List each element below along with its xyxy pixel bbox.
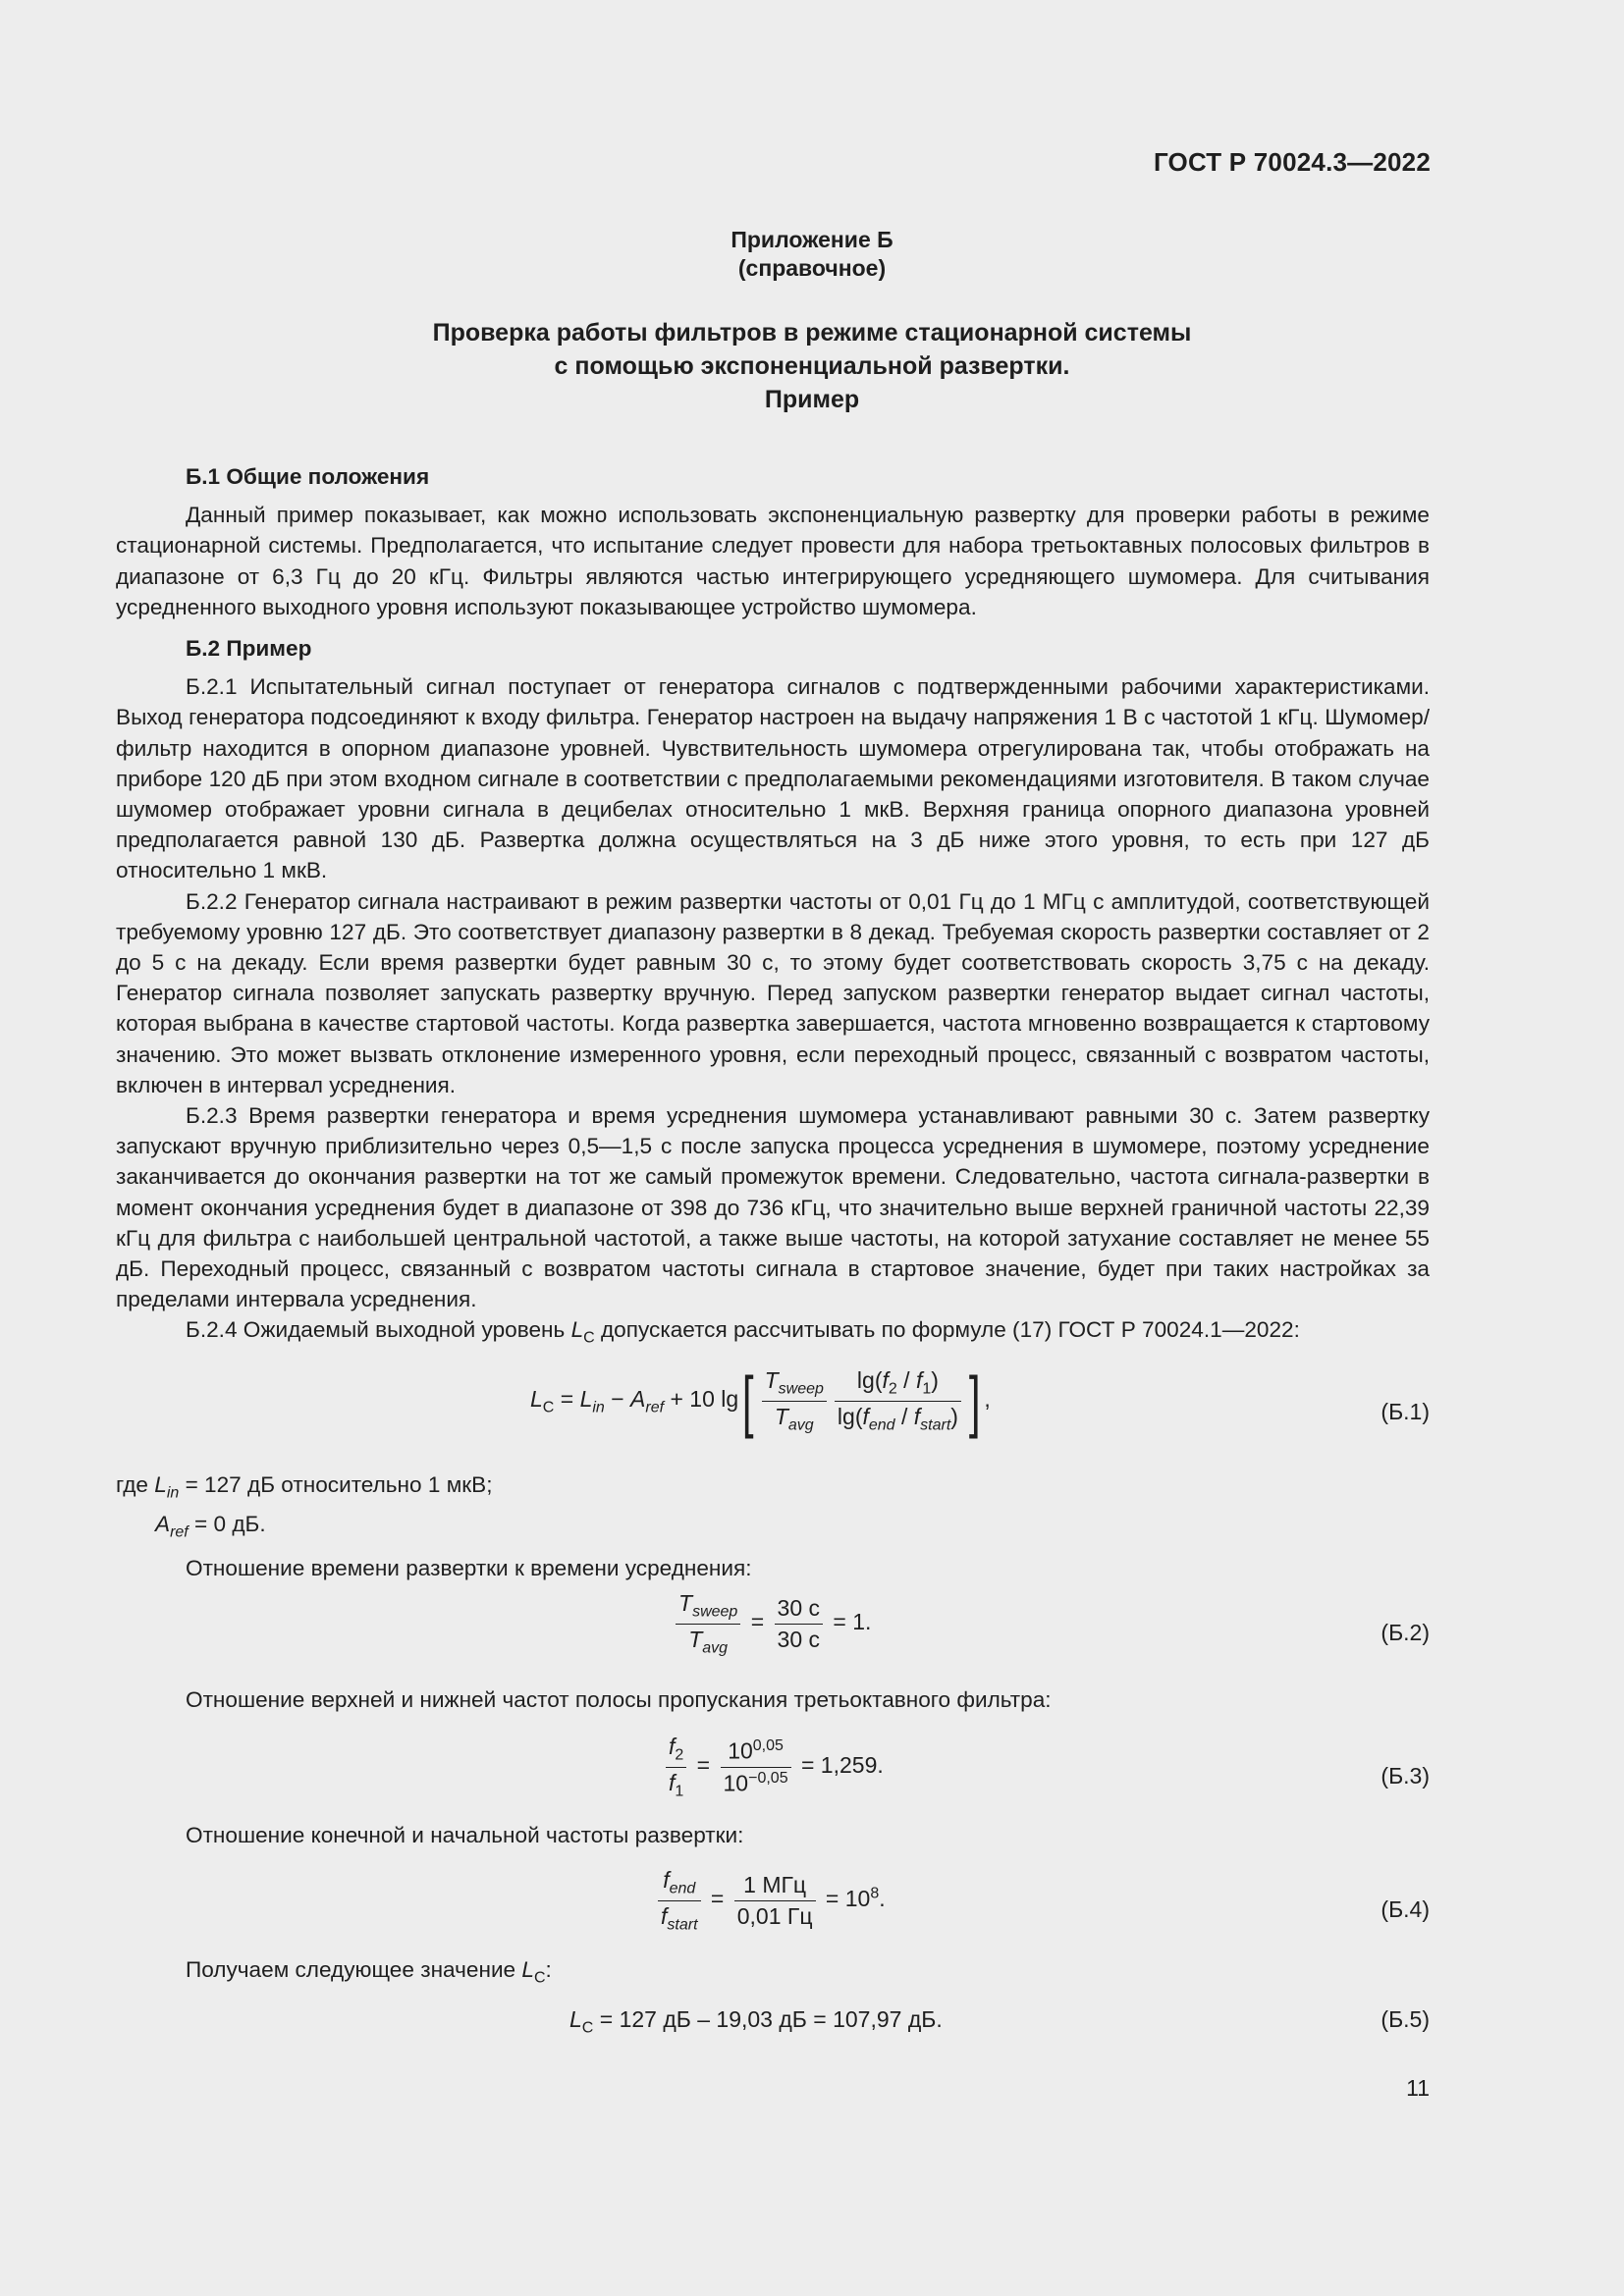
formula-b3-expression: $\frac{f_2}{f_1}$ = $\frac{10^{0,05}}{10^{-0,05}}$ = 1,259. [662,1734,884,1800]
formula-b4 [116,1867,1430,1955]
section-b2-heading: Б.2 Пример [186,636,312,662]
paragraph-b2-1: Б.2.1 Испытательный сигнал поступает от генератора сигналов с подтвержденными рабочими характеристиками. Выход генератора подсоединяют к входу фильтра. Генератор настроен на выдачу напряжения 1 В с частотой 1 кГц. Шумомер/фильтр находится в опорном диапазоне уровней. Чувствительность шумомера отрегулирована так, чтобы отображать на приборе 120 дБ при этом входном сигнале в соответствии с предполагаемыми рекомендациями изготовителя. В таком случае шумомер отображает уровни сигнала в децибелах относительно 1 мкВ. Верхняя граница опорного диапазона уровней предполагается равной 130 дБ. Развертка должна осуществляться на 3 дБ ниже этого уровня, то есть при 127 дБ относительно 1 мкВ. [116,674,1430,883]
legend-aref: $A_{ref} = 0$ дБ. [155,1511,266,1541]
formula-b4-number: (Б.4) [1380,1896,1430,1922]
band-intro-block [116,1684,1430,1715]
formula-b2-expression: $\frac{T_{sweep}}{T_{avg}}$ = $\frac{30 с}{30 с}$ = 1. [672,1590,871,1657]
paragraph-b2-4: Б.2.4 Ожидаемый выходной уровень $L_C$ допускается рассчитывать по формуле (17) ГОСТ Р 70024.1—2022: [186,1317,1300,1347]
formula-b5-number: (Б.5) [1380,2006,1430,2032]
formula-b5-expression: $L_C = 127$ дБ – 19,03 дБ = 107,97 дБ. [569,2006,943,2037]
result-intro-block [116,1954,1430,1994]
legend-lin: где $L_{in} = 127$ дБ относительно 1 мкВ; [116,1472,493,1502]
formula-b2 [116,1590,1430,1679]
annex-title [0,316,1624,416]
annex-heading [0,226,1624,283]
formula-b1 [116,1362,1430,1455]
annex-title-line-3: Пример [764,386,860,413]
result-intro: Получаем следующее значение $L_C$: [186,1957,552,1987]
formula-b2-number: (Б.2) [1380,1620,1430,1645]
formula-b1-expression: $L_C = L_{in} - A_{ref} + 10$ lg[ $\frac{T_{sweep}}{T_{avg}}$ $\frac{\lg(f_2 / f_1)}{\lg(f_{end} / f_{start})}$ ] , [530,1362,991,1439]
formula-b3-number: (Б.3) [1380,1763,1430,1789]
paragraph-b2-2: Б.2.2 Генератор сигнала настраивают в режим развертки частоты от 0,01 Гц до 1 МГц с амплитудой, соответствующей требуемому уровню 127 дБ. Это соответствует диапазону развертки в 8 декад. Требуемая скорость развертки составляет от 2 до 5 с на декаду. Если время развертки будет равным 30 с, то этому будет соответствовать скорость 3,75 с на декаду. Генератор сигнала позволяет запускать развертку вручную. Перед запуском развертки генератор выдает сигнал частоты, которая выбрана в качестве стартовой частоты. Когда развертка завершается, частота мгновенно возвращается к стартовому значению. Это может вызвать отклонение измеренного уровня, если переходный процесс, связанный с возвратом частоты, включен в интервал усреднения. [116,888,1430,1097]
annex-title-line-1: Проверка работы фильтров в режиме стационарной системы [432,319,1192,347]
section-b1-paragraph: Данный пример показывает, как можно использовать экспоненциальную развертку для проверки работы в режиме стационарной системы. Предполагается, что испытание следует провести для набора третьоктавных полосовых фильтров в диапазоне от 6,3 Гц до 20 кГц. Фильтры являются частью интегрирующего усредняющего шумомера. Для считывания усредненного выходного уровня используют показывающее устройство шумомера. [116,503,1430,619]
standard-code: ГОСТ Р 70024.3—2022 [1153,147,1431,177]
formula-b1-number: (Б.1) [1380,1399,1430,1424]
formula-b5 [116,2006,1430,2095]
paragraph-b2-3: Б.2.3 Время развертки генератора и время усреднения шумомера устанавливают равными 30 с. Затем развертку запускают вручную приблизительно через 0,5—1,5 с после запуска процесса усреднения в шумомере, поэтому усреднение заканчивается до окончания развертки на тот же самый промежуток времени. Следовательно, частота сигнала-развертки в момент окончания усреднения будет в диапазоне от 398 до 736 кГц, что значительно выше верхней граничной частоты 22,39 кГц для фильтра с наибольшей центральной частотой, а также выше частоты, на которой затухание составляет не менее 55 дБ. Переходный процесс, связанный с возвратом частоты сигнала в стартовое значение, будет при таких настройках за пределами интервала усреднения. [116,1103,1430,1312]
band-intro: Отношение верхней и нижней частот полосы пропускания третьоктавного фильтра: [186,1687,1052,1712]
section-b1 [116,461,1430,1354]
formula-b3 [116,1734,1430,1822]
sweep-intro-block [116,1820,1430,1850]
page-number: 11 [1406,2075,1430,2101]
sweep-intro: Отношение конечной и начальной частоты развертки: [186,1823,744,1847]
annex-note: (справочное) [737,255,887,281]
formula-b4-expression: $\frac{f_{end}}{f_{start}}$ = $\frac{\text{1 МГц}}{0,01 Гц}$ = $10^8$. [654,1867,886,1934]
section-b1-heading: Б.1 Общие положения [186,464,430,489]
annex-label: Приложение Б [731,227,893,252]
ratio-intro: Отношение времени развертки к времени усреднения: [186,1556,752,1581]
annex-title-line-2: с помощью экспоненциальной развертки. [554,352,1070,380]
formula-b1-legend [116,1469,1430,1584]
